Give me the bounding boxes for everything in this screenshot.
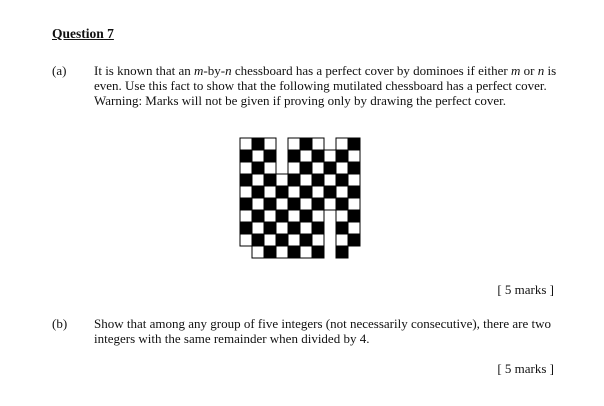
board-square xyxy=(252,234,264,246)
board-square xyxy=(312,222,324,234)
board-square xyxy=(300,198,312,210)
question-heading: Question 7 xyxy=(52,26,114,41)
board-square xyxy=(324,150,336,162)
board-square xyxy=(240,198,252,210)
part-a-marks: [ 5 marks ] xyxy=(497,282,554,297)
board-square xyxy=(264,198,276,210)
board-square xyxy=(348,198,360,210)
board-square xyxy=(348,162,360,174)
board-square xyxy=(312,162,324,174)
board-square xyxy=(252,222,264,234)
part-a-label: (a) xyxy=(52,63,67,78)
board-square xyxy=(324,198,336,210)
board-square xyxy=(276,234,288,246)
part-a-or: or xyxy=(520,63,538,78)
board-square xyxy=(276,222,288,234)
board-square xyxy=(288,150,300,162)
board-square xyxy=(336,234,348,246)
board-square xyxy=(324,174,336,186)
var-m-2: m xyxy=(510,63,521,78)
board-square xyxy=(252,246,264,258)
board-square xyxy=(300,246,312,258)
board-square xyxy=(336,210,348,222)
board-square xyxy=(312,210,324,222)
board-square xyxy=(240,150,252,162)
board-square xyxy=(348,150,360,162)
part-b-marks: [ 5 marks ] xyxy=(497,361,554,376)
part-a-by: -by- xyxy=(203,63,226,78)
board-square xyxy=(300,186,312,198)
board-square xyxy=(240,234,252,246)
board-square xyxy=(240,162,252,174)
board-square xyxy=(300,222,312,234)
board-square xyxy=(240,186,252,198)
board-square xyxy=(252,186,264,198)
board-square xyxy=(312,150,324,162)
part-a-mid: chessboard has a perfect cover by dominoes if either xyxy=(231,63,511,78)
board-square xyxy=(312,186,324,198)
part-a-rest: is even. Use this fact to show that the following mutilated chessboard has a perfect cover. xyxy=(94,63,557,93)
board-square xyxy=(252,210,264,222)
board-square xyxy=(264,210,276,222)
board-square xyxy=(300,174,312,186)
board-square xyxy=(240,138,252,150)
part-b-text: Show that among any group of five integers (not necessarily consecutive), there are two integers with the same remainder when divided by 4. xyxy=(94,316,552,346)
board-square xyxy=(276,246,288,258)
board-square xyxy=(336,174,348,186)
board-square xyxy=(288,234,300,246)
board-square xyxy=(348,174,360,186)
var-n: n xyxy=(225,63,232,78)
part-a-intro: It is known that an xyxy=(94,63,195,78)
board-square xyxy=(264,138,276,150)
board-square xyxy=(288,186,300,198)
board-square xyxy=(312,198,324,210)
board-square xyxy=(324,186,336,198)
board-square xyxy=(336,138,348,150)
board-square xyxy=(300,234,312,246)
board-square xyxy=(276,186,288,198)
board-square xyxy=(276,198,288,210)
board-square xyxy=(288,246,300,258)
board-square xyxy=(276,210,288,222)
board-square xyxy=(252,174,264,186)
board-square xyxy=(312,138,324,150)
board-square xyxy=(264,174,276,186)
mutilated-chessboard xyxy=(238,136,362,260)
board-square xyxy=(264,222,276,234)
board-square xyxy=(312,246,324,258)
board-square xyxy=(276,174,288,186)
board-square xyxy=(264,246,276,258)
board-square xyxy=(288,210,300,222)
board-square xyxy=(348,186,360,198)
board-square xyxy=(264,162,276,174)
board-square xyxy=(336,162,348,174)
board-square xyxy=(348,210,360,222)
part-b-label: (b) xyxy=(52,316,68,331)
board-square xyxy=(288,174,300,186)
board-square xyxy=(240,210,252,222)
board-square xyxy=(312,234,324,246)
board-square xyxy=(312,174,324,186)
board-square xyxy=(288,162,300,174)
part-a-text xyxy=(94,63,558,108)
board-square xyxy=(300,162,312,174)
board-square xyxy=(264,186,276,198)
var-n-2: n xyxy=(537,63,545,78)
board-square xyxy=(264,234,276,246)
board-square xyxy=(348,138,360,150)
board-square xyxy=(240,222,252,234)
board-square xyxy=(288,138,300,150)
board-square xyxy=(324,162,336,174)
board-square xyxy=(300,210,312,222)
board-square xyxy=(240,174,252,186)
board-square xyxy=(252,162,264,174)
board-square xyxy=(252,198,264,210)
board-square xyxy=(336,246,348,258)
board-square xyxy=(252,150,264,162)
board-square xyxy=(264,150,276,162)
board-square xyxy=(336,198,348,210)
board-square xyxy=(252,138,264,150)
board-square xyxy=(336,150,348,162)
board-square xyxy=(288,198,300,210)
board-square xyxy=(348,222,360,234)
board-square xyxy=(348,234,360,246)
board-square xyxy=(336,222,348,234)
var-m: m xyxy=(194,63,204,78)
board-square xyxy=(300,138,312,150)
board-square xyxy=(300,150,312,162)
part-a-warning: Warning: Marks will not be given if proving only by drawing the perfect cover. xyxy=(94,93,506,108)
board-square xyxy=(336,186,348,198)
board-square xyxy=(288,222,300,234)
